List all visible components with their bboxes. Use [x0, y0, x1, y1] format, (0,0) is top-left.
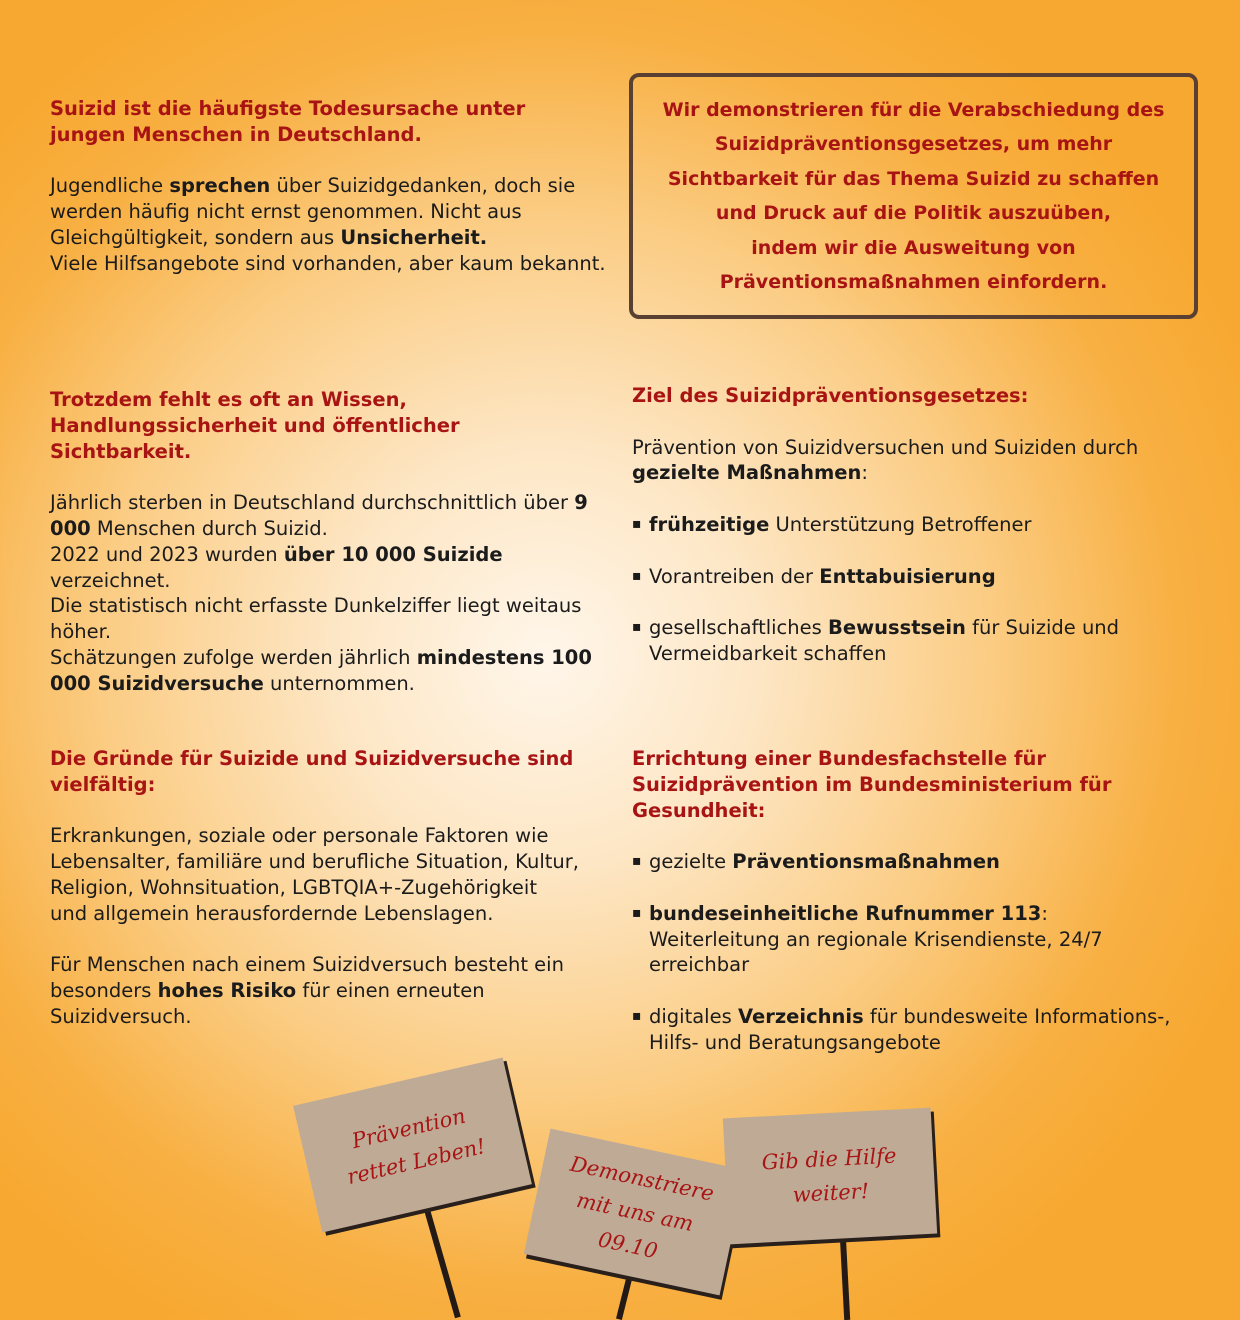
list-item: ▪ gezielte Präventionsmaßnahmen: [632, 849, 1192, 875]
sign-pole: [616, 1270, 634, 1320]
sign-text: Gib die Hilfe weiter!: [761, 1143, 898, 1207]
list-item: ▪ gesellschaftliches Bewusstsein für Suizide und Vermeidbarkeit schaffen: [632, 615, 1192, 667]
section-heading: Die Gründe für Suizide und Suizidversuche sind vielfältig:: [50, 747, 574, 796]
paragraph: 2022 und 2023 wurden über 10 000 Suizide verzeichnet.: [50, 542, 503, 592]
callout-box: [629, 73, 1198, 319]
paragraph: Prävention von Suizidversuchen und Suiziden durch gezielte Maßnahmen:: [632, 435, 1139, 485]
section-heading: Ziel des Suizidpräventionsgesetzes:: [632, 384, 1029, 407]
paragraph: Erkrankungen, soziale oder personale Faktoren wie Lebensalter, familiäre und berufliche Situation, Kultur, Religion, Wohnsituation, LGBTQIA+-Zugehörigkeit und allgemein herausfordernde Lebenslagen.: [50, 824, 579, 925]
section-federal-office: [632, 746, 1192, 1056]
section-suicide-fact: [50, 96, 610, 277]
sign-text: Prävention rettet Leben!: [344, 1103, 488, 1190]
section-reasons: [50, 746, 610, 1030]
protest-sign-2: [524, 1129, 746, 1296]
list-item: ▪ frühzeitige Unterstützung Betroffener: [632, 512, 1192, 538]
protest-sign-3: [723, 1108, 937, 1245]
sign-pole: [419, 1192, 461, 1319]
section-heading: Suizid ist die häufigste Todesursache unter jungen Menschen in Deutschland.: [50, 97, 526, 146]
callout-text: Wir demonstrieren für die Verabschiedung des Suizidpräventionsgesetzes, um mehr Sichtbarkeit für das Thema Suizid zu schaffen und Druck auf die Politik auszuüben, indem wir die Ausweitung von Präventionsmaßnahmen einfordern.: [662, 98, 1165, 293]
list-item: ▪ Vorantreiben der Enttabuisierung: [632, 564, 1192, 590]
paragraph: Die statistisch nicht erfasste Dunkelziffer liegt weitaus höher.: [50, 594, 582, 644]
paragraph: Jährlich sterben in Deutschland durchschnittlich über 9 000 Menschen durch Suizid.: [50, 491, 588, 540]
sign-pole: [840, 1235, 850, 1320]
section-knowledge-gap: [50, 387, 610, 697]
paragraph: Viele Hilfsangebote sind vorhanden, aber kaum bekannt.: [50, 251, 606, 275]
section-law-goals: [632, 383, 1192, 667]
paragraph: Für Menschen nach einem Suizidversuch besteht ein besonders hohes Risiko für einen erneuten Suizidversuch.: [50, 953, 564, 1028]
sign-text: Demonstriere mit uns am 09.10: [568, 1151, 717, 1264]
protest-sign-1: [293, 1057, 532, 1232]
section-heading: Errichtung einer Bundesfachstelle für Suizidprävention im Bundesministerium für Gesundheit:: [632, 747, 1112, 822]
section-heading: Trotzdem fehlt es oft an Wissen, Handlungssicherheit und öffentlicher Sichtbarkeit.: [50, 388, 460, 463]
paragraph: Jugendliche sprechen über Suizidgedanken, doch sie werden häufig nicht ernst genommen. Nicht aus Gleichgültigkeit, sondern aus Unsicherheit.: [50, 174, 576, 249]
paragraph: Schätzungen zufolge werden jährlich mindestens 100 000 Suizidversuche unternommen.: [50, 645, 592, 695]
list-item: ▪ bundeseinheitliche Rufnummer 113: Weiterleitung an regionale Krisendienste, 24/7 erreichbar: [632, 901, 1192, 978]
list-item: ▪ digitales Verzeichnis für bundesweite Informations-, Hilfs- und Beratungsangebote: [632, 1004, 1192, 1056]
